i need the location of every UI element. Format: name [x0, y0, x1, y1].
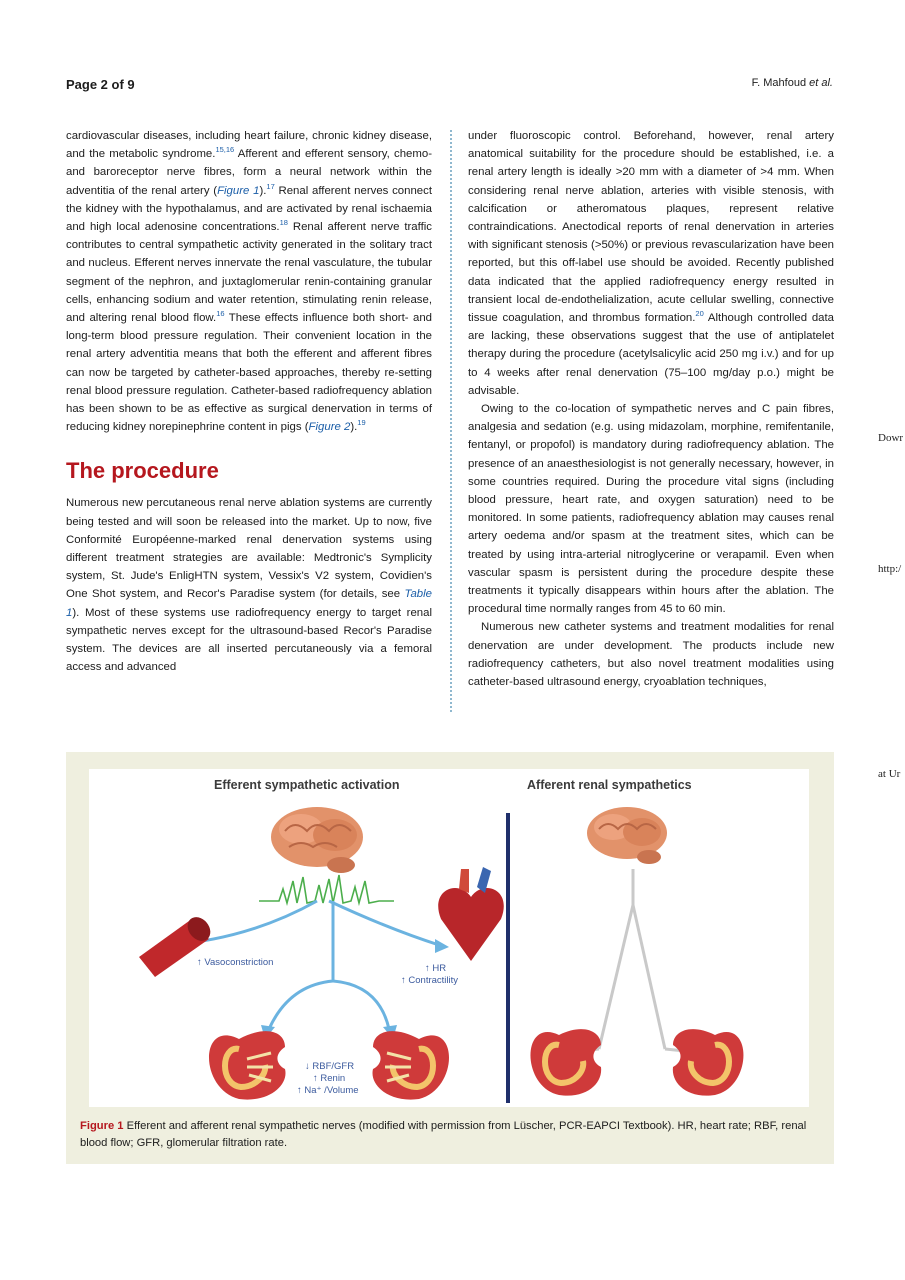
section-heading: The procedure [66, 458, 219, 484]
label-renin: ↑ Renin [313, 1073, 346, 1084]
figure-divider [506, 813, 510, 1103]
nerve-signal-line [259, 875, 394, 903]
right-paragraph-1: under fluoroscopic control. Beforehand, however, renal artery anatomical suitability for the procedure should be established, i.e. a renal artery length is ideally >20 mm with a diameter of >4 mm. When considering renal nerve ablation, arteries with visible stenosis, with calcification or atheromatous plaques, represent relative contraindications. Anectodical reports of renal denervation in arteries with significant stenosis (>50%) or previous revascularization have been reported, but this off-label use should be avoided. Recently published data indicated that the applied radiofrequency energy resulted in transient local de-endothelialization, acute cellular swelling, connective tissue coagulation, and thrombus formation.$^{20}$ Although controlled data are lacking, these observations suggest that the use of antiplatelet therapy during the procedure (acetylsalicylic acid 250 mg i.v.) and for up to 4 weeks after renal denervation (75–100 mg/day p.o.) might be advisable. [468, 130, 834, 397]
margin-watermark: at Ur [878, 768, 901, 780]
label-heart-rate: ↑ HR [425, 963, 447, 974]
figure-1 [66, 752, 834, 1164]
citation[interactable]: 17 [266, 181, 275, 191]
kidney-icon [372, 1031, 449, 1099]
column-separator [450, 130, 452, 712]
afferent-nerves [581, 869, 685, 1051]
figure-link[interactable]: Figure 2 [308, 421, 351, 434]
figure-illustration [89, 769, 809, 1107]
brain-icon [587, 807, 667, 864]
citation[interactable]: 19 [357, 418, 366, 428]
label-contractility: ↑ Contractility [401, 975, 459, 986]
left-paragraph-1: cardiovascular diseases, including heart failure, chronic kidney disease, and the metabolic syndrome.$^{15,16}$ Afferent and efferent sensory, chemo- and baroreceptor nerve fibres, form a neural network within the adventitia of the renal artery (Figure 1).$^{17}$ Renal afferent nerves connect the kidney with the hypothalamus, and are activated by renal ischaemia and high local adenosine concentrations.$^{18}$ Renal afferent nerve traffic contributes to central sympathetic activity generated in the solitary tract and nucleus. Efferent nerves innervate the renal vasculature, the tubular segment of the nephron, and juxtaglomerular renin-containing granular cells, enhancing sodium and water retention, stimulating renin release, and altering renal blood flow.$^{16}$ These effects influence both short- and long-term blood pressure regulation. Their convenient location in the renal artery adventitia means that both the efferent and afferent fibres can now be targeted by catheter-based approaches, thereby re-setting renal blood pressure regulation. Catheter-based radiofrequency ablation has been shown to be as effective as surgical denervation in terms of reducing kidney norepinephrine content in pigs (Figure 2).$^{19}$ [66, 130, 432, 434]
label-sodium-volume: ↑ Na⁺ /Volume [297, 1085, 359, 1096]
citation[interactable]: 15,16 [215, 145, 235, 155]
label-vasoconstriction: ↑ Vasoconstriction [197, 957, 274, 968]
running-author: F. Mahfoud et al. [751, 77, 833, 89]
label-rbf-gfr: ↓ RBF/GFR [305, 1061, 355, 1072]
citation[interactable]: 18 [279, 218, 288, 228]
page-number: Page 2 of 9 [66, 77, 135, 92]
figure-title-left: Efferent sympathetic activation [214, 778, 400, 792]
citation[interactable]: 16 [216, 309, 225, 319]
table-link[interactable]: Table 1 [66, 588, 432, 619]
margin-watermark: http:/ [878, 563, 902, 575]
right-paragraph-3: Numerous new catheter systems and treatment modalities for renal denervation are under development. The products include new radiofrequency catheters, but also novel treatment modalities using catheter-based ultrasound energy, cryoablation techniques, [468, 621, 834, 689]
kidney-icon [209, 1031, 286, 1099]
brain-icon [271, 807, 363, 873]
figure-caption: Figure 1 Efferent and afferent renal sympathetic nerves (modified with permission from Lüscher, PCR-EAPCI Textbook). HR, heart rate; RBF, renal blood flow; GFR, glomerular filtration rate. [80, 1120, 807, 1149]
figure-title-right: Afferent renal sympathetics [527, 778, 692, 792]
left-column [66, 127, 432, 676]
kidney-icon [531, 1029, 602, 1095]
margin-watermark: Dowr [878, 432, 904, 444]
figure-label: Figure 1 [80, 1120, 124, 1132]
right-column [468, 127, 834, 691]
citation[interactable]: 20 [695, 309, 704, 319]
right-paragraph-2: Owing to the co-location of sympathetic nerves and C pain fibres, analgesia and sedation (e.g. using midazolam, morphine, remifentanile, fentanyl, or propofol) is mandatory during radiofrequency ablation. The presence of an anaesthesiologist is not generally necessary, however, in some countries required. During the procedure vital signs (including blood pressure, heart rate, and oxygen saturation) need to be monitored. In some patients, radiofrequency ablation may causes renal artery oedema and/or spasm at the treatment sites, which can be treated by using intra-arterial nitroglycerine or verapamil. Even when vascular spasm is persistent during the procedure despite these treatments it typically disappears within hours after the ablation. The procedural time normally ranges from 45 to 60 min. [468, 403, 834, 616]
figure-link[interactable]: Figure 1 [217, 184, 260, 197]
kidney-icon [673, 1029, 744, 1095]
sympathetic-nerves-diagram [89, 769, 809, 1107]
left-paragraph-2: Numerous new percutaneous renal nerve ablation systems are currently being tested and will soon be released into the market. Up to now, five Conformité Européenne-marked renal denervation systems using different treatment strategies are available: Medtronic's Symplicity system, St. Jude's EnligHTN system, Vessix's V2 system, Covidien's One Shot system, and Recor's Paradise system (for details, see Table 1). Most of these systems use radiofrequency energy to target renal sympathetic nerves except for the ultrasound-based Recor's Paradise system. The devices are all inserted percutaneously via a femoral access and advanced [66, 497, 432, 674]
